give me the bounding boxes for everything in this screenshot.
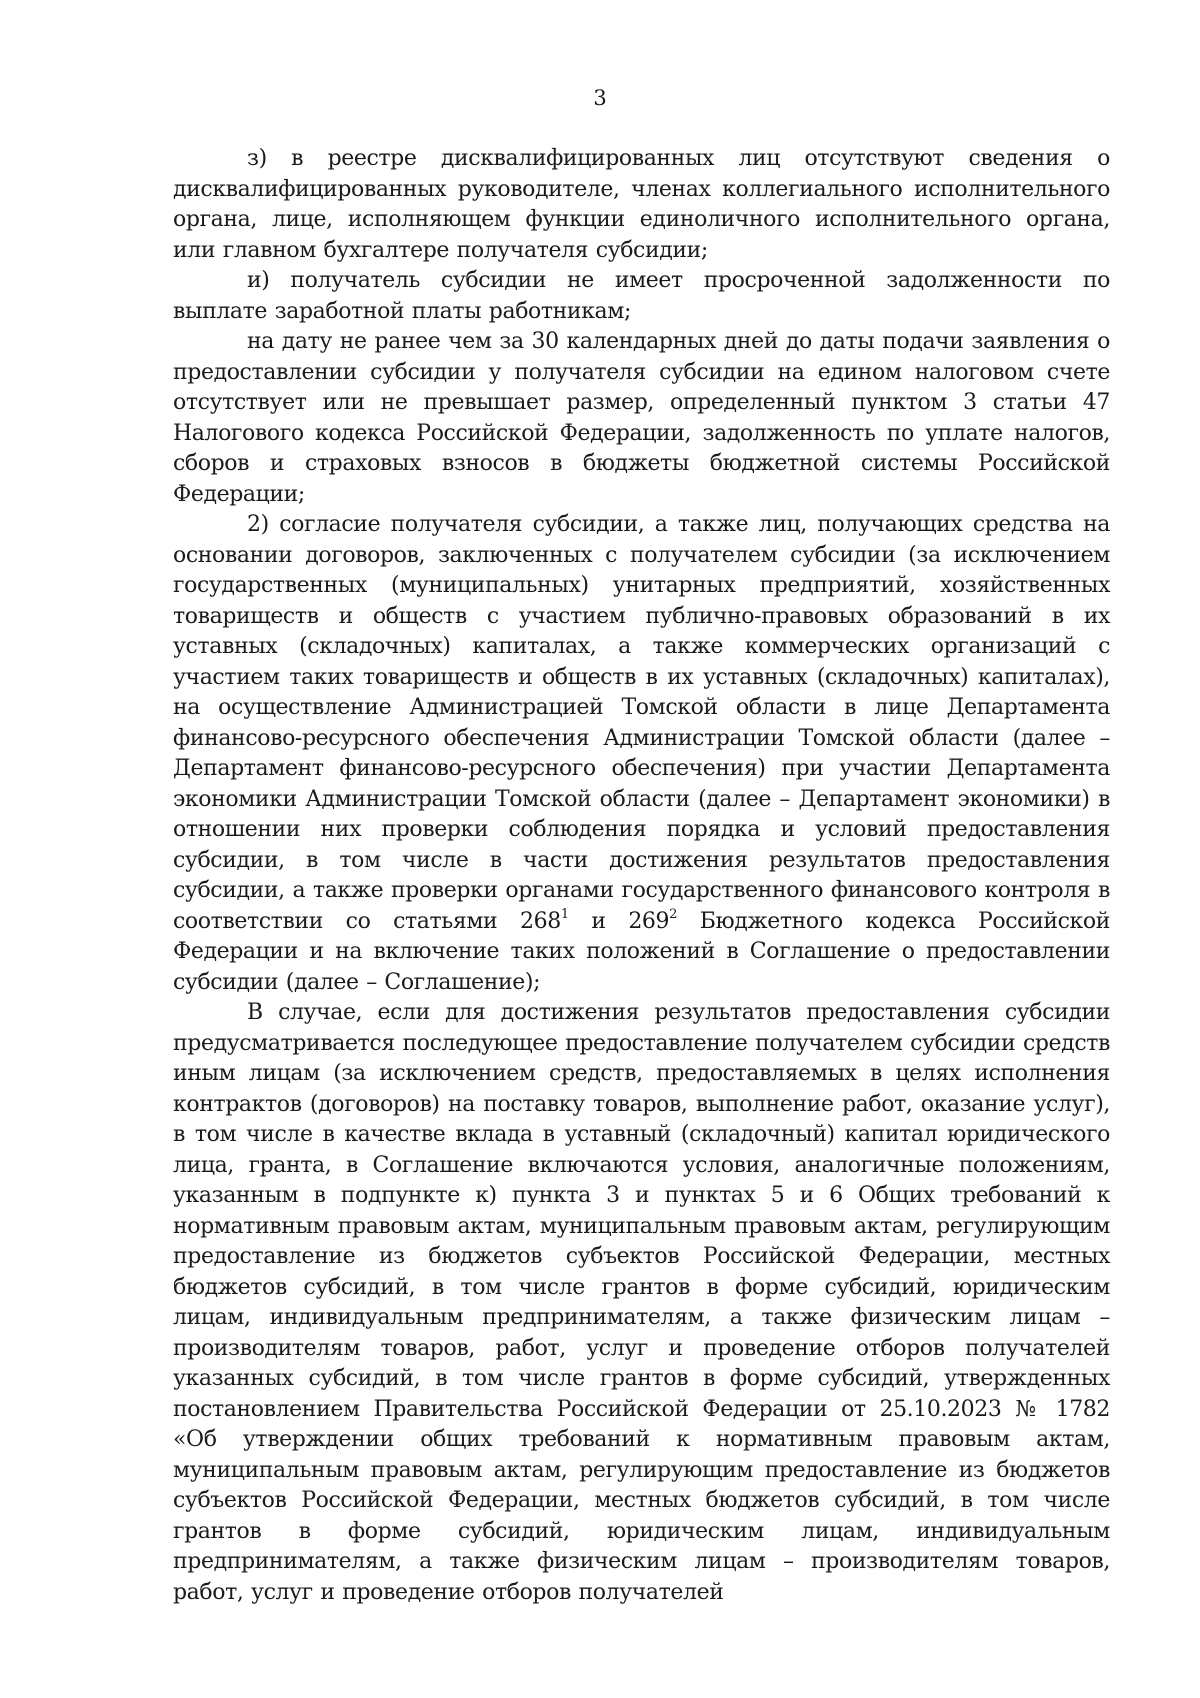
superscript: 1 [560,906,569,922]
paragraph-text: и 269 [568,908,670,934]
paragraph-text: 2) согласие получателя субсидии, а также лиц, получающих средства на основании договоров, заключенных с получателем субсидии (за исключением государственных (муниципальных) унитарных предприятий, хозяйственных товариществ и обществ с участием публично-правовых образований в их уставных (складочных) капиталах, а также коммерческих организаций с участием таких товариществ и обществ в их уставных (складочных) капиталах), на осуществление Администрацией Томской области в лице Департамента финансово-ресурсного обеспечения Администрации Томской области (далее – Департамент финансово-ресурсного обеспечения) при участии Департамента экономики Администрации Томской области (далее – Департамент экономики) в отношении них проверки соблюдения порядка и условий предоставления субсидии, в том числе в части достижения результатов предоставления субсидии, а также проверки органами государственного финансового контроля в соответствии со статьями 268 [173,512,1110,934]
page-number: 3 [593,86,607,110]
paragraph-tax-debt: на дату не ранее чем за 30 календарных дней до даты подачи заявления о предоставлении субсидии у получателя субсидии на едином налоговом счете отсутствует или не превышает размер, определенный пунктом 3 статьи 47 Налогового кодекса Российской Федерации, задолженность по уплате налогов, сборов и страховых взносов в бюджеты бюджетной системы Российской Федерации; [173,329,1110,507]
paragraph-item-2-consent [173,510,1110,998]
paragraph-item-i: и) получатель субсидии не имеет просроченной задолженности по выплате заработной платы работникам; [173,268,1110,324]
paragraph-item-z: з) в реестре дисквалифицированных лиц отсутствуют сведения о дисквалифицированных руководителе, членах коллегиального исполнительного органа, лице, исполняющем функции единоличного исполнительного органа, или главном бухгалтере получателя субсидии; [173,146,1110,263]
paragraph-text: Бюджетного кодекса Российской Федерации и на включение таких положений в Соглашение о предоставлении субсидии (далее – Соглашение); [173,908,1110,995]
paragraph-case-provisions: В случае, если для достижения результатов предоставления субсидии предусматривается последующее предоставление получателем субсидии средств иным лицам (за исключением средств, предоставляемых в целях исполнения контрактов (договоров) на поставку товаров, выполнение работ, оказание услуг), в том числе в качестве вклада в уставный (складочный) капитал юридического лица, гранта, в Соглашение включаются условия, аналогичные положениям, указанным в подпункте к) пункта 3 и пунктах 5 и 6 Общих требований к нормативным правовым актам, муниципальным правовым актам, регулирующим предоставление из бюджетов субъектов Российской Федерации, местных бюджетов субсидий, в том числе грантов в форме субсидий, юридическим лицам, индивидуальным предпринимателям, а также физическим лицам – производителям товаров, работ, услуг и проведение отборов получателей указанных субсидий, в том числе грантов в форме субсидий, утвержденных постановлением Правительства Российской Федерации от 25.10.2023 № 1782 «Об утверждении общих требований к нормативным правовым актам, муниципальным правовым актам, регулирующим предоставление из бюджетов субъектов Российской Федерации, местных бюджетов субсидий, в том числе грантов в форме субсидий, юридическим лицам, индивидуальным предпринимателям, а также физическим лицам – производителям товаров, работ, услуг и проведение отборов получателей [173,1000,1110,1605]
document-body [173,144,1110,1608]
superscript: 2 [669,906,677,922]
